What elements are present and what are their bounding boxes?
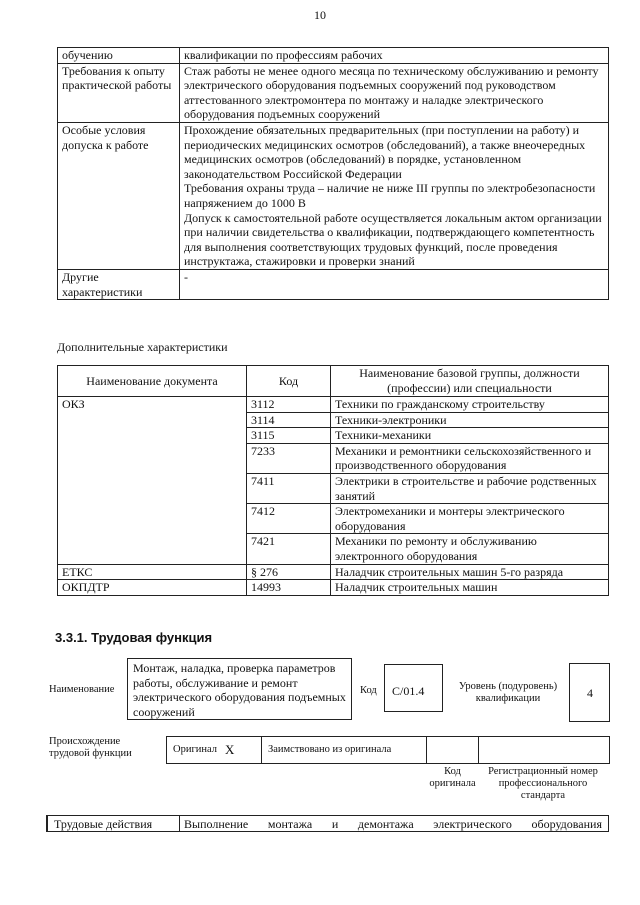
table-row bbox=[58, 580, 609, 596]
original-mark: X bbox=[225, 742, 235, 757]
header-document: Наименование документа bbox=[58, 366, 247, 397]
doc-title: Наладчик строительных машин 5-го разряда bbox=[331, 564, 609, 580]
table-row bbox=[58, 63, 609, 122]
header-code: Код bbox=[247, 366, 331, 397]
reg-number-box bbox=[478, 736, 610, 764]
row-value bbox=[180, 122, 609, 269]
condition-paragraph: Прохождение обязательных предварительных (при поступлении на работу) и периодических медицинских осмотров (обследований), а также внеочередных медицинских осмотров (обследований) в порядке, установленном законодательством Российской Федерации bbox=[184, 122, 586, 181]
okz-label: ОКЗ bbox=[58, 397, 247, 565]
page-number: 10 bbox=[314, 8, 326, 22]
additional-title: Дополнительные характеристики bbox=[57, 340, 228, 354]
okz-name: Электромеханики и монтеры электрического оборудования bbox=[331, 504, 609, 534]
condition-paragraph: Допуск к самостоятельной работе осуществляется локальным актом организации при наличии свидетельства о квалификации, подтверждающего компетентность для выполнения соответствующих трудовых функций, после проведения инструктажа, стажировки и проверки знаний bbox=[184, 210, 602, 269]
origin-label: Происхождение трудовой функции bbox=[49, 736, 132, 759]
table-row bbox=[58, 122, 609, 269]
code-original-caption: Код оригинала bbox=[429, 766, 476, 789]
additional-table bbox=[57, 365, 609, 596]
okz-name: Механики и ремонтники сельскохозяйственного и производственного оборудования bbox=[331, 443, 609, 473]
row-label: обучению bbox=[58, 48, 180, 64]
table-row bbox=[58, 48, 609, 64]
okz-code: 3114 bbox=[247, 412, 331, 428]
okz-name: Техники-механики bbox=[331, 428, 609, 444]
doc-name: ЕТКС bbox=[58, 564, 247, 580]
okz-code: 7421 bbox=[247, 534, 331, 564]
okz-code: 7412 bbox=[247, 504, 331, 534]
doc-code: § 276 bbox=[247, 564, 331, 580]
table-row bbox=[58, 564, 609, 580]
row-label: Особые условия допуска к работе bbox=[58, 122, 180, 269]
okz-code: 3112 bbox=[247, 397, 331, 413]
labor-actions-label: Трудовые действия bbox=[54, 817, 153, 831]
okz-name: Механики по ремонту и обслуживанию электронного оборудования bbox=[331, 534, 609, 564]
header-name: Наименование базовой группы, должности (профессии) или специальности bbox=[331, 366, 609, 397]
doc-code: 14993 bbox=[247, 580, 331, 596]
labor-actions-row bbox=[46, 815, 609, 832]
okz-name: Техники по гражданскому строительству bbox=[331, 397, 609, 413]
okz-name: Электрики в строительстве и рабочие родственных занятий bbox=[331, 473, 609, 503]
function-name-box: Монтаж, наладка, проверка параметров работы, обслуживание и ремонт электрического оборудования подъемных сооружений bbox=[127, 658, 352, 720]
section-title: 3.3.1. Трудовая функция bbox=[55, 630, 213, 645]
code-box: C/01.4 bbox=[384, 664, 443, 712]
name-label: Наименование bbox=[49, 684, 115, 695]
row-label: Другие характеристики bbox=[58, 269, 180, 299]
code-original-box bbox=[426, 736, 479, 764]
okz-code: 7411 bbox=[247, 473, 331, 503]
okz-name: Техники-электроники bbox=[331, 412, 609, 428]
level-box: 4 bbox=[569, 663, 610, 722]
table-header-row bbox=[58, 366, 609, 397]
row-value: - bbox=[180, 269, 609, 299]
code-label: Код bbox=[360, 685, 377, 696]
reg-number-caption: Регистрационный номер профессионального стандарта bbox=[488, 766, 598, 801]
table-row bbox=[58, 269, 609, 299]
original-label: Оригинал bbox=[173, 744, 217, 755]
divider bbox=[179, 816, 180, 831]
condition-paragraph: Требования охраны труда – наличие не ниже III группы по электробезопасности напряжением до 1000 В bbox=[184, 181, 596, 210]
original-box bbox=[166, 736, 262, 764]
level-label: Уровень (подуровень) квалификации bbox=[458, 681, 558, 704]
table-row bbox=[58, 397, 609, 413]
borrowed-box bbox=[261, 736, 427, 764]
characteristics-table bbox=[57, 47, 609, 300]
okz-code: 7233 bbox=[247, 443, 331, 473]
doc-title: Наладчик строительных машин bbox=[331, 580, 609, 596]
row-value: квалификации по профессиям рабочих bbox=[180, 48, 609, 64]
row-value: Стаж работы не менее одного месяца по техническому обслуживанию и ремонту электрического оборудования подъемных сооружений под руководством аттестованного электромонтера по монтажу и наладке электрического оборудования подъемных сооружений bbox=[180, 63, 609, 122]
okz-code: 3115 bbox=[247, 428, 331, 444]
row-label: Требования к опыту практической работы bbox=[58, 63, 180, 122]
doc-name: ОКПДТР bbox=[58, 580, 247, 596]
labor-actions-text: Выполнение монтажа и демонтажа электрического оборудования bbox=[184, 817, 602, 831]
borrowed-label: Заимствовано из оригинала bbox=[268, 744, 392, 755]
